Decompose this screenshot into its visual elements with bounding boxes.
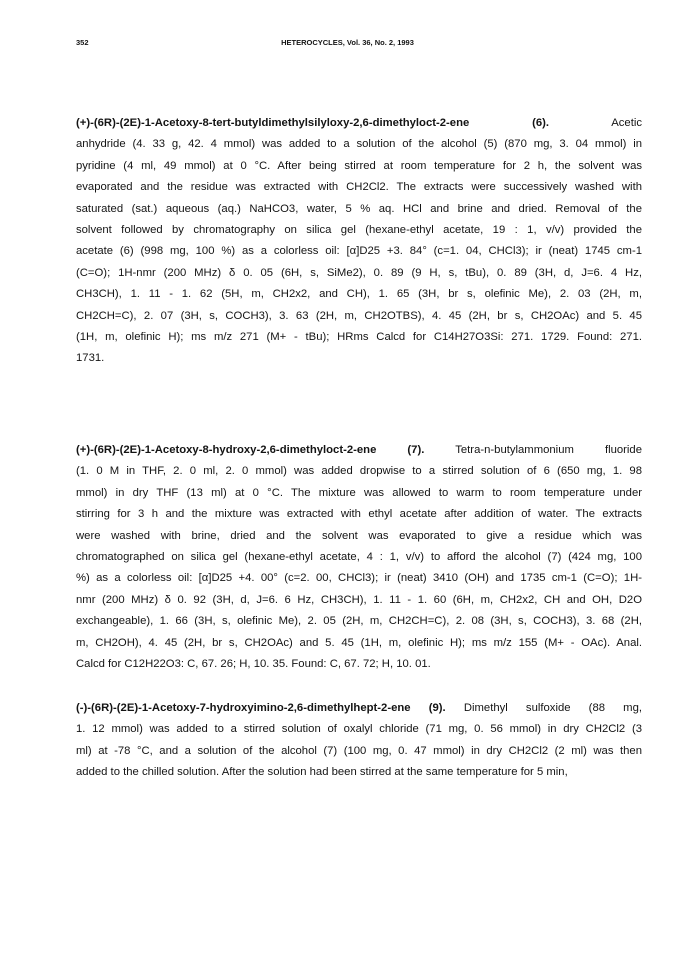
text-line: (1H, m, olefinic H); ms m/z 271 (M+ - tBu); HRms Calcd for C14H27O3Si: 271. 1729. Found: 271. [76, 331, 642, 344]
page-number: 352 [76, 38, 89, 47]
text-line: CH2CH=C), 2. 07 (3H, s, COCH3), 3. 63 (2H, m, CH2OTBS), 4. 45 (2H, br s, CH2OAc) and 5. 45 [76, 309, 642, 322]
compound-6-heading: (+)-(6R)-(2E)-1-Acetoxy-8-tert-butyldimethylsilyloxy-2,6-dimethyloct-2-ene (6). [76, 117, 550, 129]
text-line: Calcd for C12H22O3: C, 67. 26; H, 10. 35. Found: C, 67. 72; H, 10. 01. [76, 658, 431, 671]
running-header: HETEROCYCLES, Vol. 36, No. 2, 1993 [281, 38, 414, 47]
text-line: added to the chilled solution. After the solution had been stirred at the same temperature for 5 min, [76, 766, 568, 779]
text-line: nmr (200 MHz) δ 0. 92 (3H, d, J=6. 6 Hz, CH3CH), 1. 11 - 1. 60 (6H, m, CH2x2, CH and OH, D2O [76, 593, 642, 606]
compound-9-heading: (-)-(6R)-(2E)-1-Acetoxy-7-hydroxyimino-2,6-dimethylhept-2-ene (9). [76, 702, 446, 714]
text-line: m, CH2OH), 4. 45 (2H, br s, CH2OAc) and 5. 45 (1H, m, olefinic H); ms m/z 155 (M+ - OAc). Anal. [76, 636, 642, 649]
text-line: (C=O); 1H-nmr (200 MHz) δ 0. 05 (6H, s, SiMe2), 0. 89 (9 H, s, tBu), 0. 89 (3H, d, J=6. 4 Hz, [76, 266, 642, 279]
text-line: anhydride (4. 33 g, 42. 4 mmol) was added to a solution of the alcohol (5) (870 mg, 3. 04 mmol) in [76, 138, 642, 151]
text-line: evaporated and the residue was extracted with CH2Cl2. The extracts were successively washed with [76, 181, 642, 194]
text-line: 1731. [76, 352, 105, 365]
text-line: CH3CH), 1. 11 - 1. 62 (5H, m, CH2x2, and CH), 1. 65 (3H, br s, olefinic Me), 2. 03 (2H, m, [76, 288, 642, 301]
text-line: solvent followed by chromatography on silica gel (hexane-ethyl acetate, 19 : 1, v/v) provided the [76, 224, 642, 237]
text-line: Acetic [611, 117, 642, 129]
text-line: 1. 12 mmol) was added to a stirred solution of oxalyl chloride (71 mg, 0. 56 mmol) in dry CH2Cl2 (3 [76, 723, 642, 736]
text-line: %) as a colorless oil: [α]D25 +4. 00° (c=2. 00, CHCl3); ir (neat) 3410 (OH) and 1735 cm-1 (C=O); 1H- [76, 572, 642, 585]
section-compound-6 [76, 113, 642, 370]
text-line: ml) at -78 °C, and a solution of the alcohol (7) (100 mg, 0. 47 mmol) in dry CH2Cl2 (2 ml) was then [76, 744, 642, 757]
compound-7-heading: (+)-(6R)-(2E)-1-Acetoxy-8-hydroxy-2,6-dimethyloct-2-ene (7). [76, 444, 425, 456]
text-line: saturated (sat.) aqueous (aq.) NaHCO3, water, 5 % aq. HCl and brine and dried. Removal of the [76, 202, 642, 215]
text-line: mmol) in dry THF (13 ml) at 0 °C. The mixture was allowed to warm to room temperature under [76, 486, 642, 499]
text-line: (1. 0 M in THF, 2. 0 ml, 2. 0 mmol) was added dropwise to a stirred solution of 6 (650 mg, 1. 98 [76, 465, 642, 478]
text-line: Tetra-n-butylammonium fluoride [455, 444, 642, 456]
text-line: pyridine (4 ml, 49 mmol) at 0 °C. After being stirred at room temperature for 2 h, the solvent was [76, 159, 642, 172]
text-line: stirring for 3 h and the mixture was extracted with ethyl acetate after addition of water. The extracts [76, 508, 642, 521]
section-compound-7 [76, 440, 642, 675]
text-line: exchangeable), 1. 66 (3H, s, olefinic Me), 2. 05 (2H, m, CH2CH=C), 2. 08 (3H, s, COCH3), 3. 68 (2H, [76, 615, 642, 628]
text-line: Dimethyl sulfoxide (88 mg, [463, 702, 642, 714]
text-line: acetate (6) (998 mg, 100 %) as a colorless oil: [α]D25 +3. 84° (c=1. 04, CHCl3); ir (neat) 1745 cm-1 [76, 245, 642, 258]
text-line: were washed with brine, dried and the solvent was evaporated to give a residue which was [76, 529, 642, 542]
text-line: chromatographed on silica gel (hexane-ethyl acetate, 4 : 1, v/v) to afford the alcohol (7) (424 mg, 100 [76, 551, 642, 564]
section-compound-9 [76, 698, 642, 784]
